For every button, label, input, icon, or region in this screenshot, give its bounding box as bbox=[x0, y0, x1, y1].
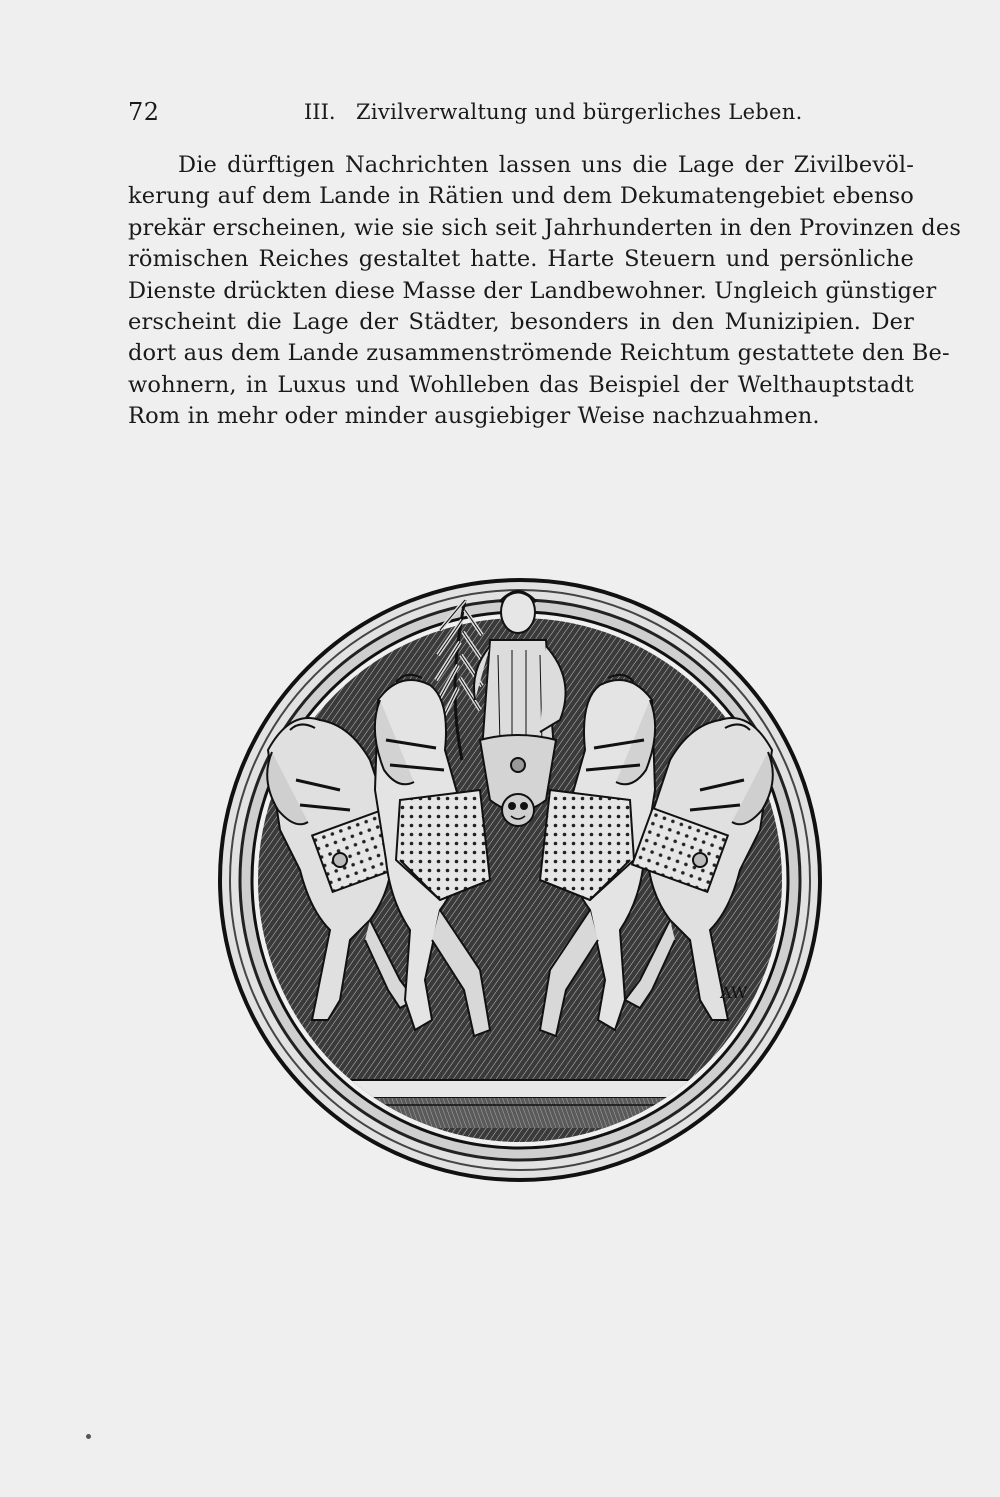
text-line: prekär erscheinen, wie sie sich seit Jahrhunderten in den Provinzen des bbox=[128, 214, 962, 241]
text-line: erscheint die Lage der Städter, besonders in den Munizipien. Der bbox=[128, 308, 914, 335]
chapter-title: Zivilverwaltung und bürgerliches Leben. bbox=[356, 100, 803, 124]
page-number: 72 bbox=[128, 98, 160, 126]
text-line: römischen Reiches gestaltet hatte. Harte Steuern und persönliche bbox=[128, 246, 914, 273]
chapter-numeral: III. bbox=[304, 100, 336, 124]
text-line: wohnern, in Luxus und Wohlleben das Beispiel der Welthauptstadt bbox=[128, 371, 914, 398]
text-line: kerung auf dem Lande in Rätien und dem Dekumatengebiet ebenso bbox=[128, 183, 914, 210]
body-paragraph bbox=[128, 150, 962, 433]
running-head bbox=[128, 98, 914, 134]
quadriga-medallion-illustration bbox=[200, 560, 840, 1200]
text-line: Die dürftigen Nachrichten lassen uns die Lage der Zivilbevöl- bbox=[178, 152, 914, 178]
text-line: Rom in mehr oder minder ausgiebiger Weise nachzuahmen. bbox=[128, 403, 820, 430]
text-line: dort aus dem Lande zusammenströmende Reichtum gestattete den Be- bbox=[128, 340, 950, 367]
engraver-monogram: AW bbox=[720, 983, 748, 1002]
text-line: Dienste drückten diese Masse der Landbewohner. Ungleich günstiger bbox=[128, 277, 937, 304]
medallion-engraving bbox=[200, 560, 840, 1200]
margin-speck bbox=[86, 1434, 91, 1439]
